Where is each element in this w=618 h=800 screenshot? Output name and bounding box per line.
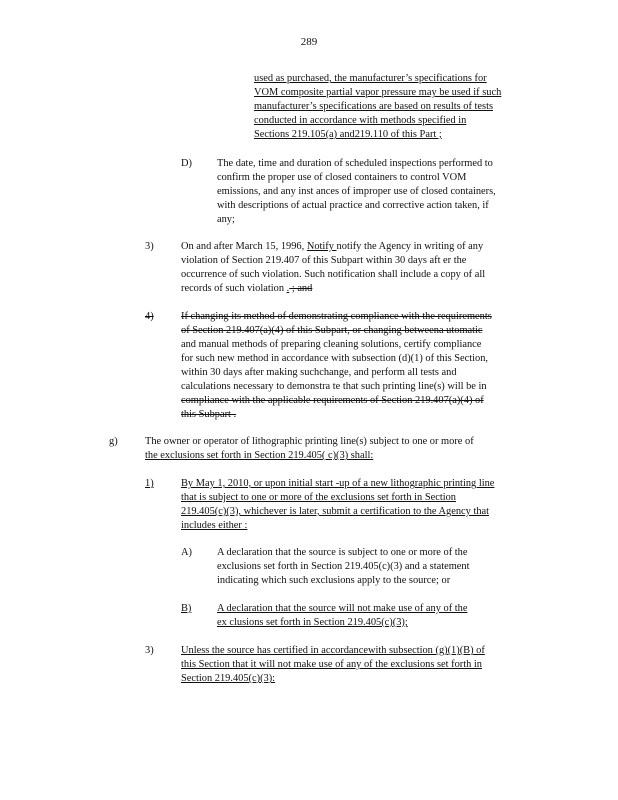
text-line: The owner or operator of lithographic printing line(s) subject to one or more of	[145, 436, 474, 447]
text-segment: records of such violation	[181, 283, 287, 294]
text-line: of Section 219.407(a)(4) of this Subpart, or changing betweena utomatic	[181, 325, 483, 336]
item-d-text	[217, 157, 539, 227]
text-line: A declaration that the source is subject to one or more of the	[217, 547, 468, 558]
text-line: 219.405(c)(3), whichever is later, submit a certification to the Agency that	[181, 506, 490, 517]
text-line: manufacturer’s specifications are based on results of tests	[254, 101, 493, 112]
text-line: The date, time and duration of scheduled inspections performed to	[217, 158, 493, 169]
text-line: confirm the proper use of closed containers to control VOM	[217, 172, 467, 183]
text-segment: notify the Agency in writing of any	[336, 241, 484, 252]
text-line: that is subject to one or more of the exclusions set forth in Section	[181, 492, 457, 503]
text-segment: violation of Section 219.407 of this Subpart within 30 days aft er the	[181, 255, 467, 266]
item-3-unless-text	[181, 644, 539, 686]
item-1-text	[181, 477, 541, 533]
text-line: this Section that it will not make use of any of the exclusions set forth in	[181, 659, 482, 670]
page-number: 289	[300, 36, 318, 48]
text-line: any;	[217, 214, 235, 225]
item-label-g: g)	[109, 436, 118, 447]
text-line: the exclusions set forth in Section 219.405( c)(3) shall:	[145, 450, 374, 461]
deleted-text: ; and	[289, 283, 313, 294]
text-line: for such new method in accordance with subsection (d)(1) of this Section,	[181, 353, 489, 364]
inserted-text: Notify	[306, 241, 337, 252]
text-line: exclusions set forth in Section 219.405(c)(3) and a statement	[217, 561, 470, 572]
text-line: used as purchased, the manufacturer’s specifications for	[254, 73, 487, 84]
item-label-d: D)	[181, 158, 192, 169]
text-line	[181, 254, 541, 268]
text-line: Sections 219.105(a) and219.110 of this Part ;	[254, 129, 442, 140]
text-line: By May 1, 2010, or upon initial start -up of a new lithographic printing line	[181, 478, 495, 489]
text-line: VOM composite partial vapor pressure may be used if such	[254, 87, 502, 98]
text-segment: occurrence of such violation. Such notification shall include a copy of all	[181, 269, 486, 280]
text-line: with descriptions of actual practice and corrective action taken, if	[217, 200, 489, 211]
text-line: emissions, and any inst ances of improper use of closed containers,	[217, 186, 496, 197]
text-line: Unless the source has certified in accordancewith subsection (g)(1)(B) of	[181, 645, 485, 656]
item-3-notify-text	[181, 240, 541, 296]
text-line: indicating which such exclusions apply to the source; or	[217, 575, 451, 586]
item-b-text	[217, 602, 509, 630]
text-line: If changing its method of demonstrating compliance with the requirements	[181, 311, 492, 322]
item-label-3-notify: 3)	[145, 241, 154, 252]
inserted-text: .	[286, 283, 290, 294]
text-line	[181, 240, 541, 254]
item-label-3-unless: 3)	[145, 645, 154, 656]
text-line	[181, 268, 541, 282]
text-line	[181, 282, 541, 296]
continued-text-block	[254, 72, 538, 142]
item-label-a: A)	[181, 547, 192, 558]
item-label-b: B)	[181, 603, 192, 614]
text-line: within 30 days after making suchchange, and perform all tests and	[181, 367, 457, 378]
item-a-text	[217, 546, 509, 588]
item-label-4: 4)	[145, 311, 154, 322]
item-4-text	[181, 310, 541, 422]
item-g-text	[145, 435, 529, 463]
text-line: calculations necessary to demonstra te that such printing line(s) will be in	[181, 381, 487, 392]
text-line: A declaration that the source will not make use of any of the	[217, 603, 468, 614]
text-line: includes either :	[181, 520, 248, 531]
text-line: ex clusions set forth in Section 219.405(c)(3);	[217, 617, 408, 628]
text-line: this Subpart .	[181, 409, 237, 420]
text-line: and manual methods of preparing cleaning solutions, certify compliance	[181, 339, 482, 350]
text-line: compliance with the applicable requirements of Section 219.407(a)(4) of	[181, 395, 484, 406]
item-label-1: 1)	[145, 478, 154, 489]
text-line: conducted in accordance with methods specified in	[254, 115, 467, 126]
text-segment: On and after March 15, 1996,	[181, 241, 307, 252]
text-line: Section 219.405(c)(3):	[181, 673, 276, 684]
